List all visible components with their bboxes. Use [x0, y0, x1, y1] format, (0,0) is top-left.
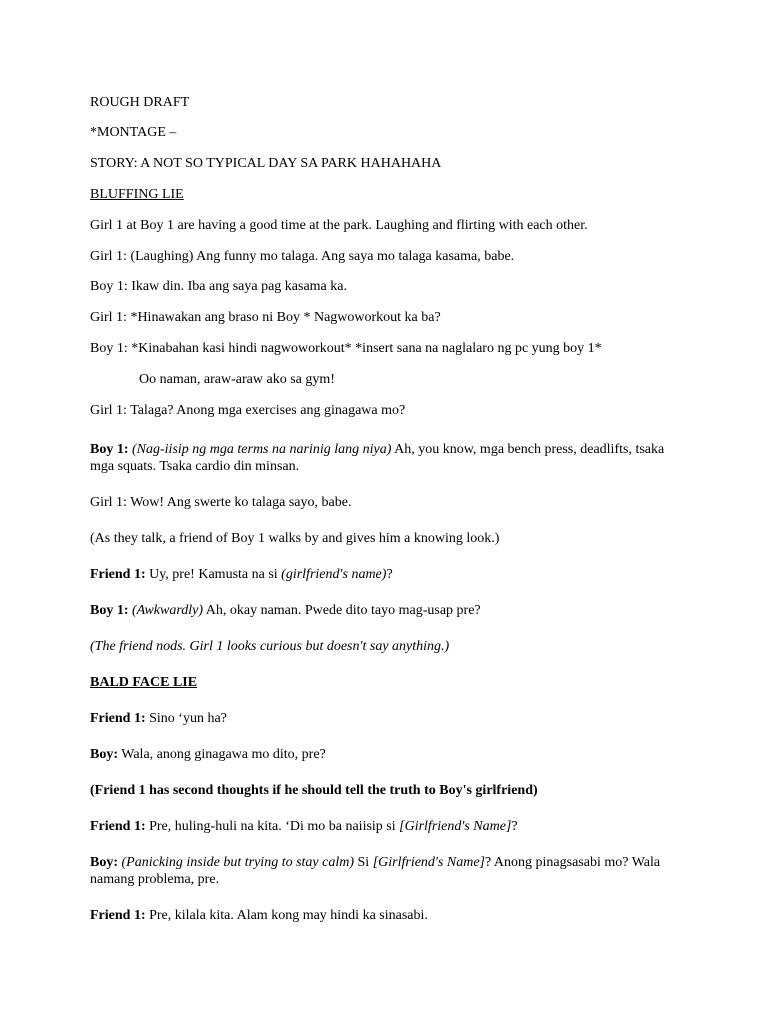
placeholder-text: (girlfriend's name) [281, 567, 387, 582]
montage-line: *MONTAGE – [90, 125, 177, 140]
dialogue-line: Girl 1: Wow! Ang swerte ko talaga sayo, babe. [90, 495, 352, 510]
dialogue-text: Pre, huling-huli na kita. ‘Di mo ba naiisip si [145, 819, 400, 834]
story-line: STORY: A NOT SO TYPICAL DAY SA PARK HAHAHAHA [90, 156, 442, 171]
dialogue-line: Girl 1: (Laughing) Ang funny mo talaga. Ang saya mo talaga kasama, babe. [90, 249, 515, 264]
section-heading-bluffing-lie: BLUFFING LIE [90, 187, 184, 202]
dialogue-line [90, 854, 690, 888]
dialogue-line: Girl 1: *Hinawakan ang braso ni Boy * Nagwoworkout ka ba? [90, 310, 441, 325]
placeholder-text: [Girlfriend's Name] [399, 819, 512, 834]
stage-direction: (Nag-iisip ng mga terms na narinig lang niya) [132, 442, 392, 457]
speaker-name: Friend 1: [90, 819, 146, 834]
speaker-name: Boy 1: [90, 442, 129, 457]
dialogue-line [90, 710, 690, 727]
dialogue-text: Uy, pre! Kamusta na si [145, 567, 282, 582]
dialogue-text: ? Anong pinagsasabi mo? Wala namang problema, pre. [90, 855, 661, 887]
dialogue-text: Ah, okay naman. Pwede dito tayo mag-usap pre? [203, 603, 481, 618]
doc-title: ROUGH DRAFT [90, 95, 190, 110]
speaker-name: Boy 1: [90, 603, 129, 618]
dialogue-text: ? [511, 819, 518, 834]
section-heading-bald-face-lie: BALD FACE LIE [90, 675, 198, 690]
speaker-name: Friend 1: [90, 567, 146, 582]
dialogue-line: Girl 1: Talaga? Anong mga exercises ang ginagawa mo? [90, 403, 406, 418]
stage-direction: (Panicking inside but trying to stay calm) [118, 855, 355, 870]
dialogue-line [90, 746, 690, 763]
dialogue-line: Boy 1: *Kinabahan kasi hindi nagwoworkout* *insert sana na naglalaro ng pc yung boy 1* [90, 341, 602, 356]
dialogue-line [90, 602, 690, 619]
speaker-name: Boy: [90, 855, 118, 870]
speaker-name: Friend 1: [90, 711, 146, 726]
dialogue-continuation: Oo naman, araw-araw ako sa gym! [139, 372, 335, 387]
dialogue-text: Ah, you know, mga bench press, deadlifts, tsaka mga squats. Tsaka cardio din minsan. [90, 442, 665, 474]
dialogue-text: Sino ‘yun ha? [145, 711, 227, 726]
dialogue-text: Wala, anong ginagawa mo dito, pre? [118, 747, 326, 762]
scene-description: (As they talk, a friend of Boy 1 walks by and gives him a knowing look.) [90, 531, 500, 546]
placeholder-text: [Girlfriend's Name] [372, 855, 485, 870]
dialogue-text: Si [354, 855, 373, 870]
dialogue-line: Boy 1: Ikaw din. Iba ang saya pag kasama ka. [90, 279, 347, 294]
dialogue-line [90, 907, 690, 924]
dialogue-line [90, 566, 690, 583]
speaker-name: Friend 1: [90, 908, 146, 923]
dialogue-line [90, 818, 690, 835]
speaker-name: Boy: [90, 747, 118, 762]
stage-direction: (Friend 1 has second thoughts if he should tell the truth to Boy's girlfriend) [90, 783, 538, 798]
dialogue-text: Pre, kilala kita. Alam kong may hindi ka sinasabi. [145, 908, 428, 923]
dialogue-line [90, 441, 690, 475]
scene-description: Girl 1 at Boy 1 are having a good time at the park. Laughing and flirting with each other. [90, 218, 588, 233]
dialogue-text: ? [386, 567, 393, 582]
stage-direction: (Awkwardly) [128, 603, 204, 618]
stage-direction: (The friend nods. Girl 1 looks curious but doesn't say anything.) [90, 639, 450, 654]
